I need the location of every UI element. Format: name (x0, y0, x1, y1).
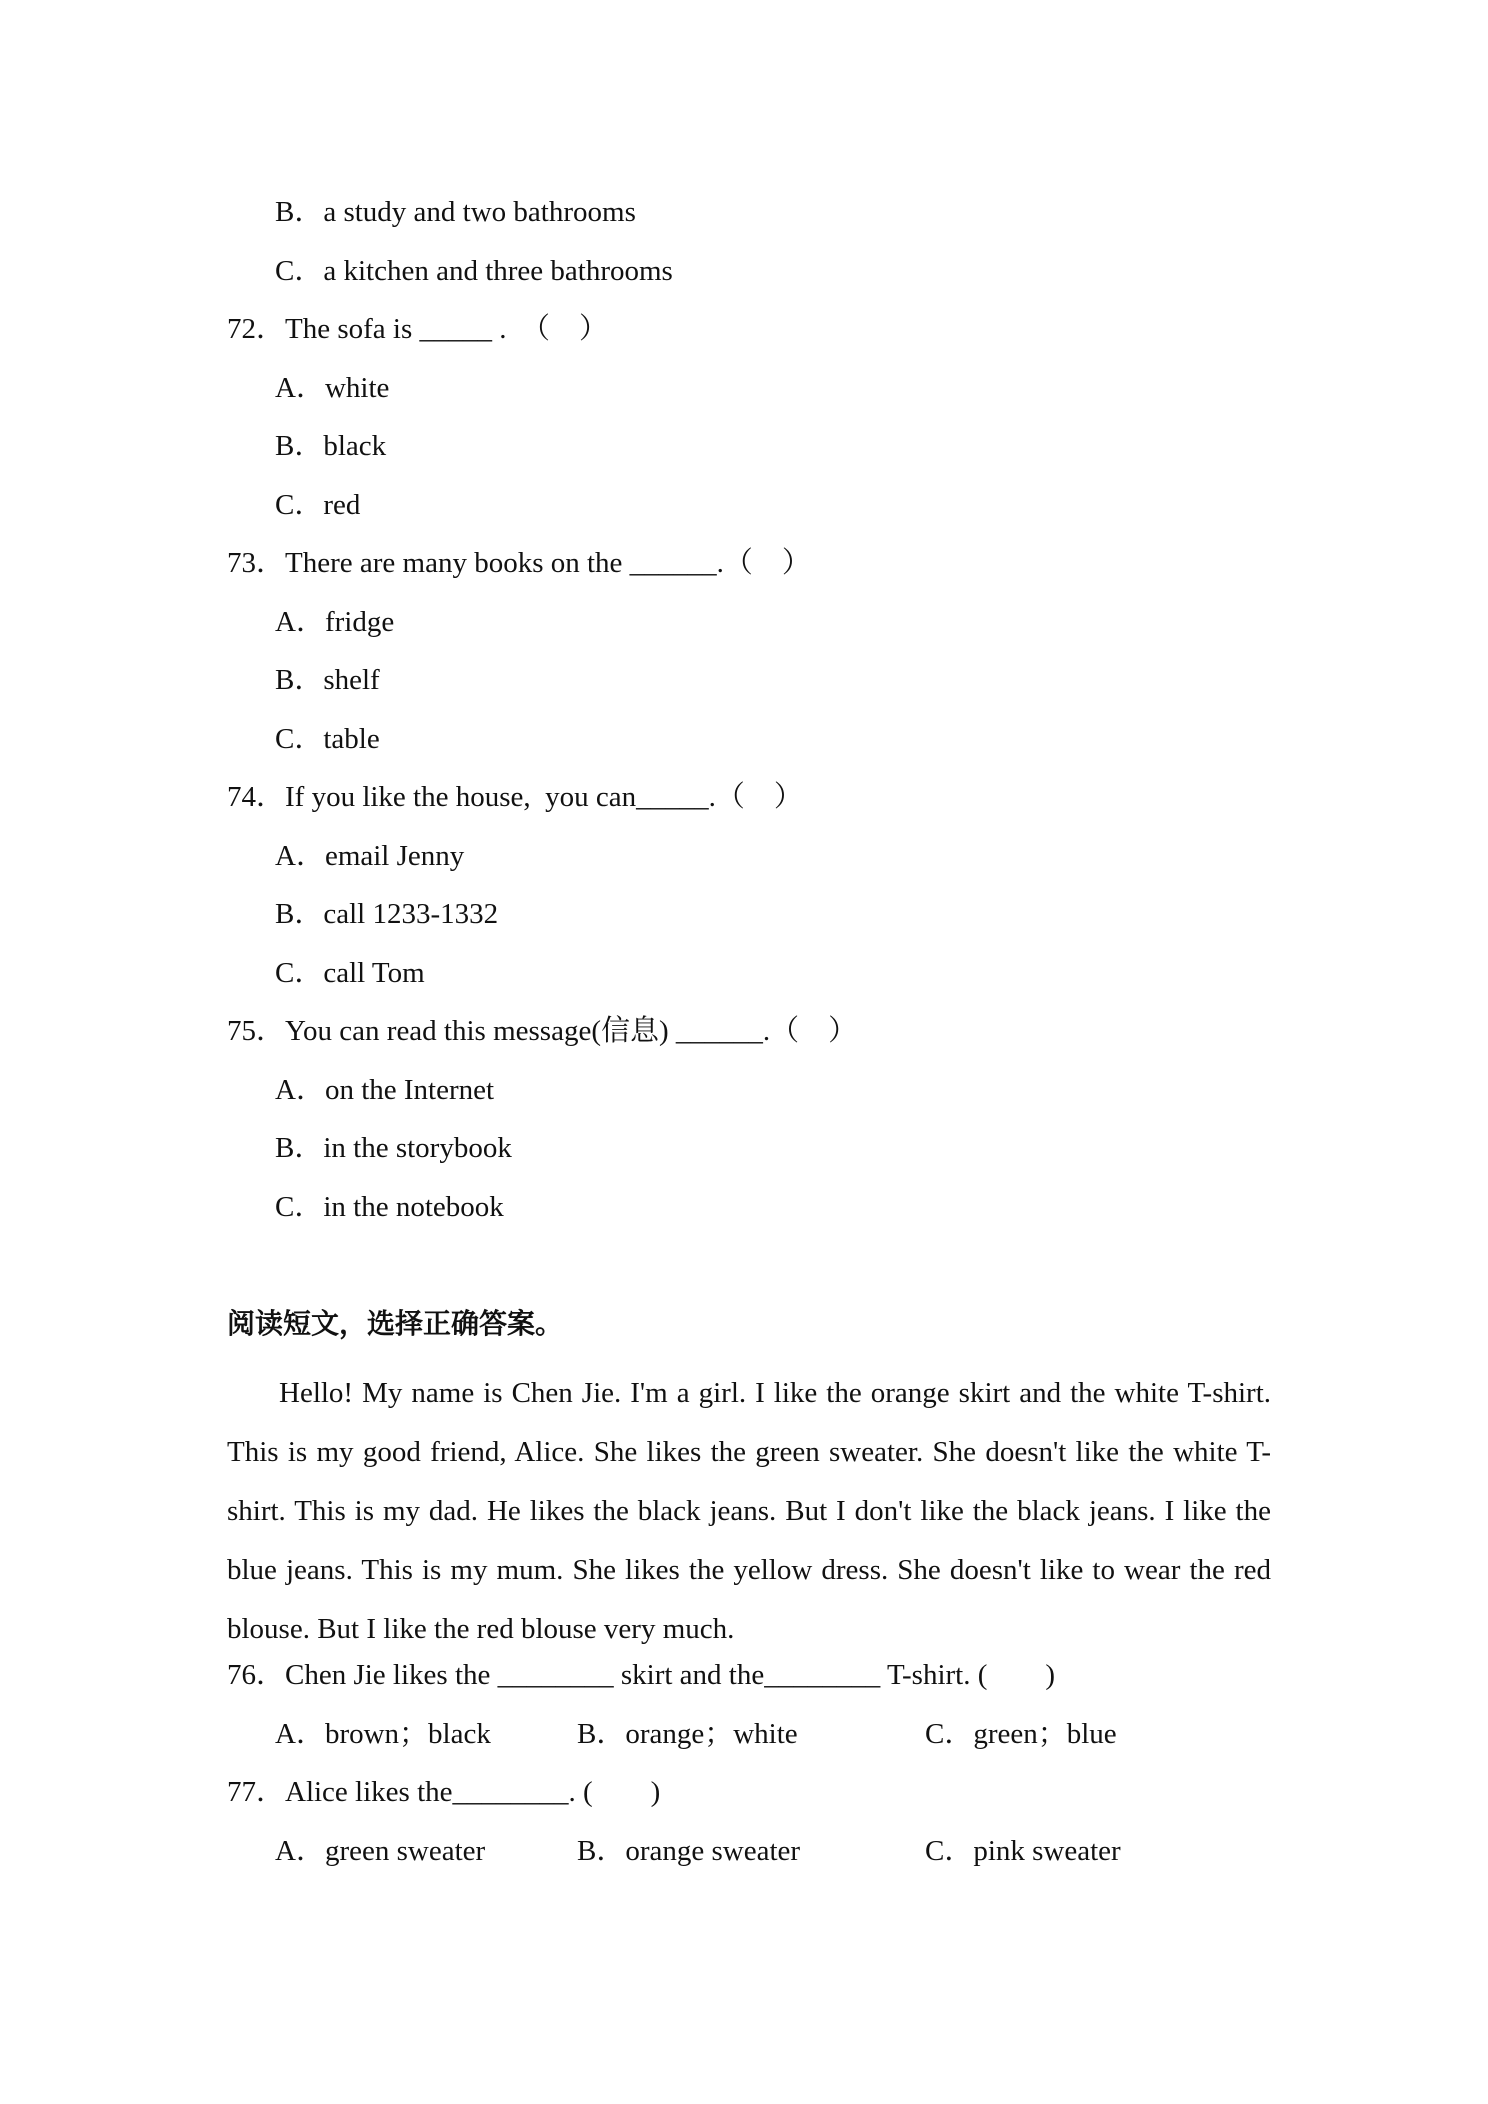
q77-stem: 77．Alice likes the________. ( ) (227, 1776, 661, 1808)
q76-option-a: A．brown；black (275, 1718, 491, 1750)
q72-option-b: B．black (275, 430, 387, 462)
q76-stem: 76．Chen Jie likes the ________ skirt and the________ T-shirt. ( ) (227, 1659, 1056, 1691)
q72-stem: 72．The sofa is _____ . （ ） (227, 313, 608, 345)
q72-option-a: A．white (275, 372, 390, 404)
q75-option-a: A．on the Internet (275, 1074, 495, 1106)
q73-option-b: B．shelf (275, 664, 380, 696)
q75-option-b: B．in the storybook (275, 1132, 512, 1164)
q74-stem: 74．If you like the house, you can_____.（ ） (227, 781, 803, 813)
q71-option-c: C．a kitchen and three bathrooms (275, 255, 673, 287)
q73-option-c: C．table (275, 723, 380, 755)
reading-heading: 阅读短文，选择正确答案。 (227, 1307, 564, 1340)
q73-stem: 73．There are many books on the ______.（ ） (227, 547, 811, 579)
q74-option-a: A．email Jenny (275, 840, 465, 872)
q75-option-c: C．in the notebook (275, 1191, 504, 1223)
q77-option-c: C．pink sweater (925, 1835, 1121, 1867)
q75-stem: 75．You can read this message(信息) ______.（ ） (227, 1015, 858, 1047)
q72-option-c: C．red (275, 489, 361, 521)
q74-option-b: B．call 1233-1332 (275, 898, 499, 930)
q76-option-b: B．orange；white (577, 1718, 798, 1750)
reading-passage: Hello! My name is Chen Jie. I'm a girl. I like the orange skirt and the white T-shirt. This is my good friend, Alice. She likes the green sweater. She doesn't like the white T-shirt. This is my dad. He likes the black jeans. But I don't like the black jeans. I like the blue jeans. This is my mum. She likes the yellow dress. She doesn't like to wear the red blouse. But I like the red blouse very much. (227, 1377, 1271, 1645)
q77-option-a: A．green sweater (275, 1835, 486, 1867)
q73-option-a: A．fridge (275, 606, 395, 638)
q77-option-b: B．orange sweater (577, 1835, 801, 1867)
q76-option-c: C．green；blue (925, 1718, 1117, 1750)
q74-option-c: C．call Tom (275, 957, 425, 989)
q71-option-b: B．a study and two bathrooms (275, 196, 636, 228)
